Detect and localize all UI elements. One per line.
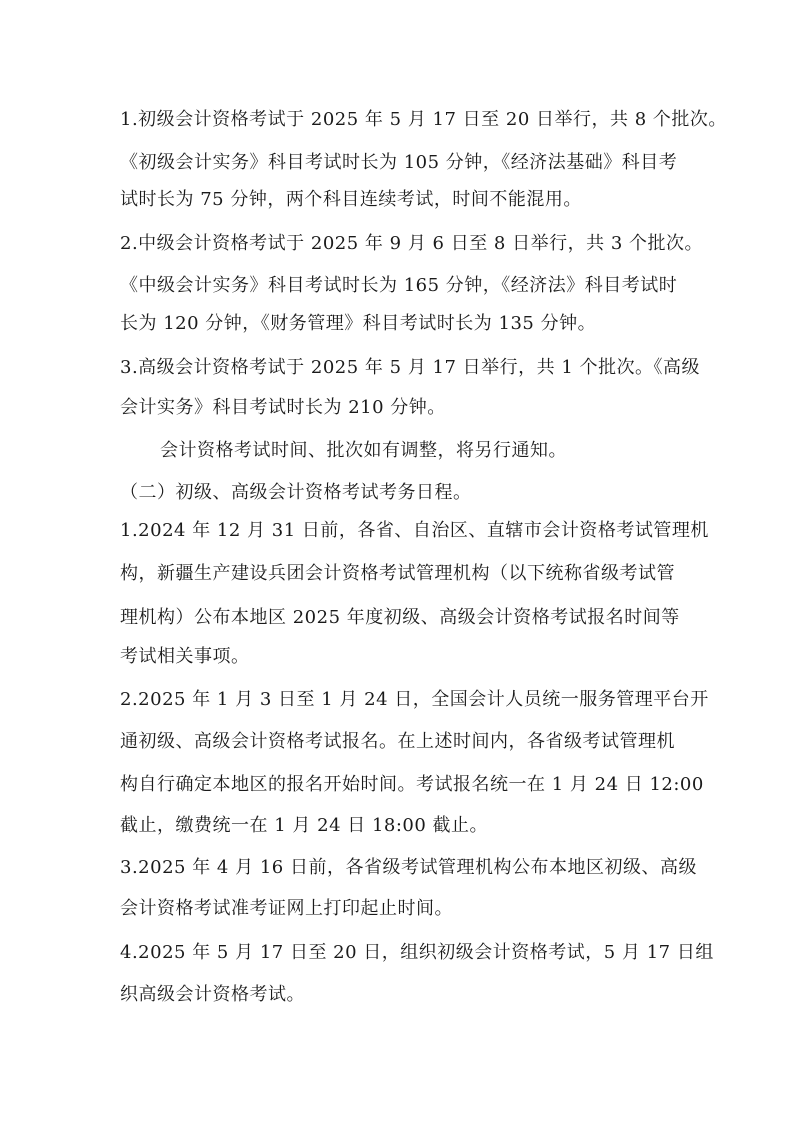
text-line: 《初级会计实务》科目考试时长为 105 分钟，《经济法基础》科目考 [120,152,678,173]
text-line: 截止，缴费统一在 1 月 24 日 18:00 截止。 [120,815,489,836]
text-line: 试时长为 75 分钟，两个科目连续考试，时间不能混用。 [120,189,582,210]
text-line: 1.初级会计资格考试于 2025 年 5 月 17 日至 20 日举行，共 8 个批次。 [120,109,727,130]
text-line: 会计资格考试时间、批次如有调整，将另行通知。 [160,440,567,461]
text-line: 会计资格考试准考证网上打印起止时间。 [120,898,453,919]
text-line: 1.2024 年 12 月 31 日前，各省、自治区、直辖市会计资格考试管理机 [120,520,709,541]
text-line: 织高级会计资格考试。 [120,984,305,1005]
text-line: 构，新疆生产建设兵团会计资格考试管理机构（以下统称省级考试管 [120,563,675,584]
text-line: 3.2025 年 4 月 16 日前，各省级考试管理机构公布本地区初级、高级 [120,857,697,878]
text-line: 2.中级会计资格考试于 2025 年 9 月 6 日至 8 日举行，共 3 个批次。 [120,233,704,254]
text-line: 通初级、高级会计资格考试报名。在上述时间内，各省级考试管理机 [120,731,675,752]
text-line: 理机构）公布本地区 2025 年度初级、高级会计资格考试报名时间等 [120,607,680,628]
text-line: 长为 120 分钟，《财务管理》科目考试时长为 135 分钟。 [120,313,597,334]
text-line: 考试相关事项。 [120,646,250,667]
text-line: 《中级会计实务》科目考试时长为 165 分钟，《经济法》科目考试时 [120,275,678,296]
text-line: 构自行确定本地区的报名开始时间。考试报名统一在 1 月 24 日 12:00 [120,774,704,795]
text-line: 4.2025 年 5 月 17 日至 20 日，组织初级会计资格考试，5 月 17 日组 [120,942,714,963]
text-line: 3.高级会计资格考试于 2025 年 5 月 17 日举行，共 1 个批次。《高级 [120,357,701,378]
text-line: 2.2025 年 1 月 3 日至 1 月 24 日，全国会计人员统一服务管理平台开 [120,689,709,710]
section-heading: （二）初级、高级会计资格考试考务日程。 [120,482,472,503]
text-line: 会计实务》科目考试时长为 210 分钟。 [120,397,446,418]
